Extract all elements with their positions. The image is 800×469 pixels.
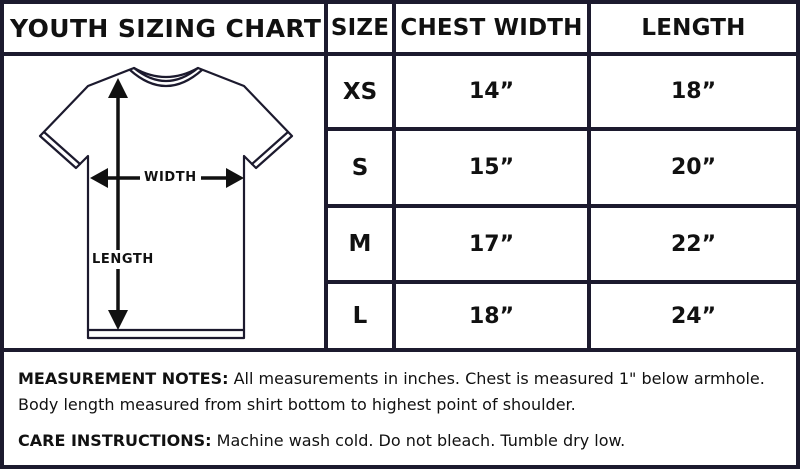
table-row-length: 20” [670, 155, 717, 180]
table-row-size: L [352, 303, 368, 329]
table-row-length: 22” [670, 231, 717, 257]
care-instructions-text: Machine wash cold. Do not bleach. Tumble dry low. [211, 431, 626, 450]
measurement-notes [18, 366, 788, 418]
width-label: WIDTH [140, 170, 201, 185]
tshirt-icon [8, 56, 324, 348]
table-row-chest: 14” [468, 79, 515, 104]
table-row-size: XS [342, 78, 378, 105]
care-instructions-label: CARE INSTRUCTIONS: [18, 431, 212, 450]
chart-title: YOUTH SIZING CHART [10, 13, 322, 43]
length-header: LENGTH [641, 15, 746, 41]
table-row-size: S [351, 154, 369, 181]
table-row-chest: 17” [468, 231, 515, 257]
measurement-notes-text: All measurements in inches. Chest is measured 1" below armhole. Body length measured from shirt bottom to highest point of shoulder. [18, 369, 765, 414]
notes-section [18, 366, 788, 454]
table-row-chest: 18” [468, 303, 515, 329]
care-instructions [18, 428, 788, 454]
table-row-size: M [348, 231, 372, 257]
chest-width-header: CHEST WIDTH [400, 15, 583, 41]
measurement-notes-label: MEASUREMENT NOTES: [18, 369, 229, 388]
size-header: SIZE [330, 15, 390, 41]
table-row-chest: 15” [468, 155, 515, 180]
table-row-length: 24” [670, 303, 717, 329]
grid-line [0, 348, 800, 352]
shirt-diagram [8, 56, 324, 348]
length-label: LENGTH [92, 252, 154, 267]
table-row-length: 18” [670, 79, 717, 104]
